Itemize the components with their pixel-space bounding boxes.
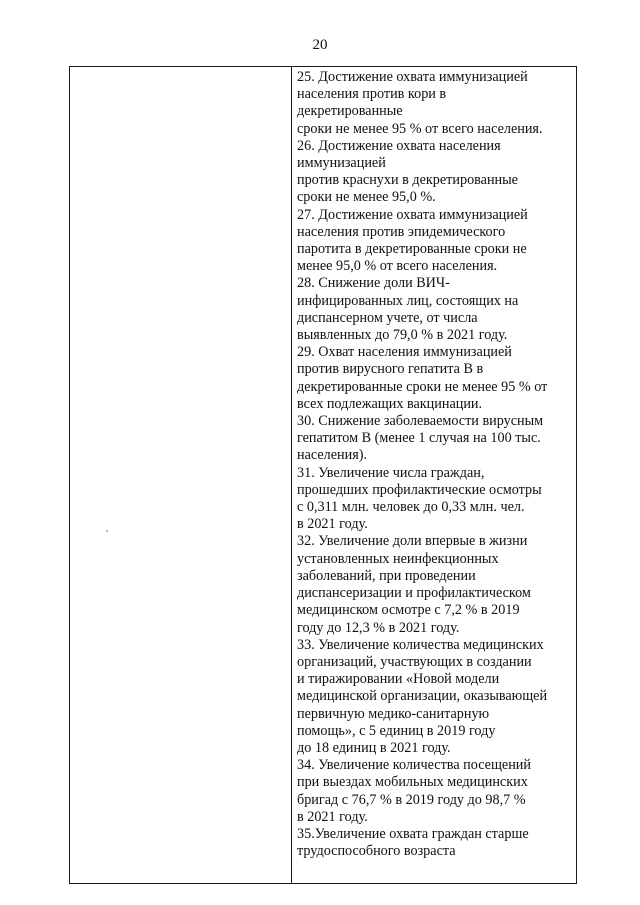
indicator-text-line: декретированные xyxy=(297,103,403,120)
indicator-text-line: 30. Снижение заболеваемости вирусным xyxy=(297,413,544,430)
indicator-text-line: против вирусного гепатита В в xyxy=(297,361,484,378)
page-number: 20 xyxy=(312,37,328,53)
indicator-text-line: паротита в декретированные сроки не xyxy=(297,241,527,258)
indicator-text-line: первичную медико-санитарную xyxy=(297,705,490,722)
indicator-text-line: до 18 единиц в 2021 году. xyxy=(297,739,451,756)
indicator-text-line: установленных неинфекционных xyxy=(297,550,499,567)
indicator-text-line: медицинской организации, оказывающей xyxy=(297,688,548,705)
indicator-text-line: населения против кори в xyxy=(297,86,447,103)
indicator-text-line: 34. Увеличение количества посещений xyxy=(297,757,531,774)
indicator-text-line: медицинском осмотре с 7,2 % в 2019 xyxy=(297,602,520,619)
indicator-text-line: всех подлежащих вакцинации. xyxy=(297,395,483,412)
indicator-text-line: населения против эпидемического xyxy=(297,223,506,240)
indicator-text-line: 35.Увеличение охвата граждан старше xyxy=(297,825,529,842)
indicator-text-line: сроки не менее 95 % от всего населения. xyxy=(297,120,543,137)
indicator-text-line: году до 12,3 % в 2021 году. xyxy=(297,619,460,636)
indicator-text-line: выявленных до 79,0 % в 2021 году. xyxy=(297,327,508,344)
indicator-text-line: и тиражировании «Новой модели xyxy=(297,671,500,688)
indicator-text-line: бригад с 76,7 % в 2019 году до 98,7 % xyxy=(297,791,526,808)
indicator-text-line: 28. Снижение доли ВИЧ- xyxy=(297,275,450,292)
indicator-text-line: 31. Увеличение числа граждан, xyxy=(297,464,485,481)
indicator-text-line: менее 95,0 % от всего населения. xyxy=(297,258,498,275)
indicator-text-line: диспансерном учете, от числа xyxy=(297,309,478,326)
indicator-text-line: против краснухи в декретированные xyxy=(297,172,518,189)
indicator-text-line: 25. Достижение охвата иммунизацией xyxy=(297,69,528,85)
table-right-cell xyxy=(297,69,573,860)
scan-speck xyxy=(106,530,108,532)
indicator-text-line: трудоспособного возраста xyxy=(297,843,456,860)
indicator-text-line: с 0,311 млн. человек до 0,33 млн. чел. xyxy=(297,499,525,516)
indicator-text-line: прошедших профилактические осмотры xyxy=(297,481,542,498)
indicator-text-line: 32. Увеличение доли впервые в жизни xyxy=(297,533,528,550)
indicator-text-line: помощь», с 5 единиц в 2019 году xyxy=(297,722,496,739)
indicator-text-line: диспансеризации и профилактическом xyxy=(297,585,531,602)
indicator-text-line: в 2021 году. xyxy=(297,808,368,825)
indicator-text-line: в 2021 году. xyxy=(297,516,368,533)
indicator-text-line: декретированные сроки не менее 95 % от xyxy=(297,378,548,395)
indicator-text-line: гепатитом В (менее 1 случая на 100 тыс. xyxy=(297,430,541,447)
indicator-text-line: 29. Охват населения иммунизацией xyxy=(297,344,512,361)
table-column-divider xyxy=(291,66,292,884)
indicator-text-line: заболеваний, при проведении xyxy=(297,567,476,584)
indicator-text-line: 33. Увеличение количества медицинских xyxy=(297,636,544,653)
indicator-text-line: сроки не менее 95,0 %. xyxy=(297,189,436,206)
indicator-text-line: населения). xyxy=(297,447,368,464)
indicator-text-line: 26. Достижение охвата населения xyxy=(297,137,501,154)
indicator-text-line: инфицированных лиц, состоящих на xyxy=(297,292,519,309)
indicator-text-line: организаций, участвующих в создании xyxy=(297,653,532,670)
indicator-text-line: иммунизацией xyxy=(297,155,386,172)
indicator-text-line: 27. Достижение охвата иммунизацией xyxy=(297,206,528,223)
indicator-text-line: при выездах мобильных медицинских xyxy=(297,774,528,791)
